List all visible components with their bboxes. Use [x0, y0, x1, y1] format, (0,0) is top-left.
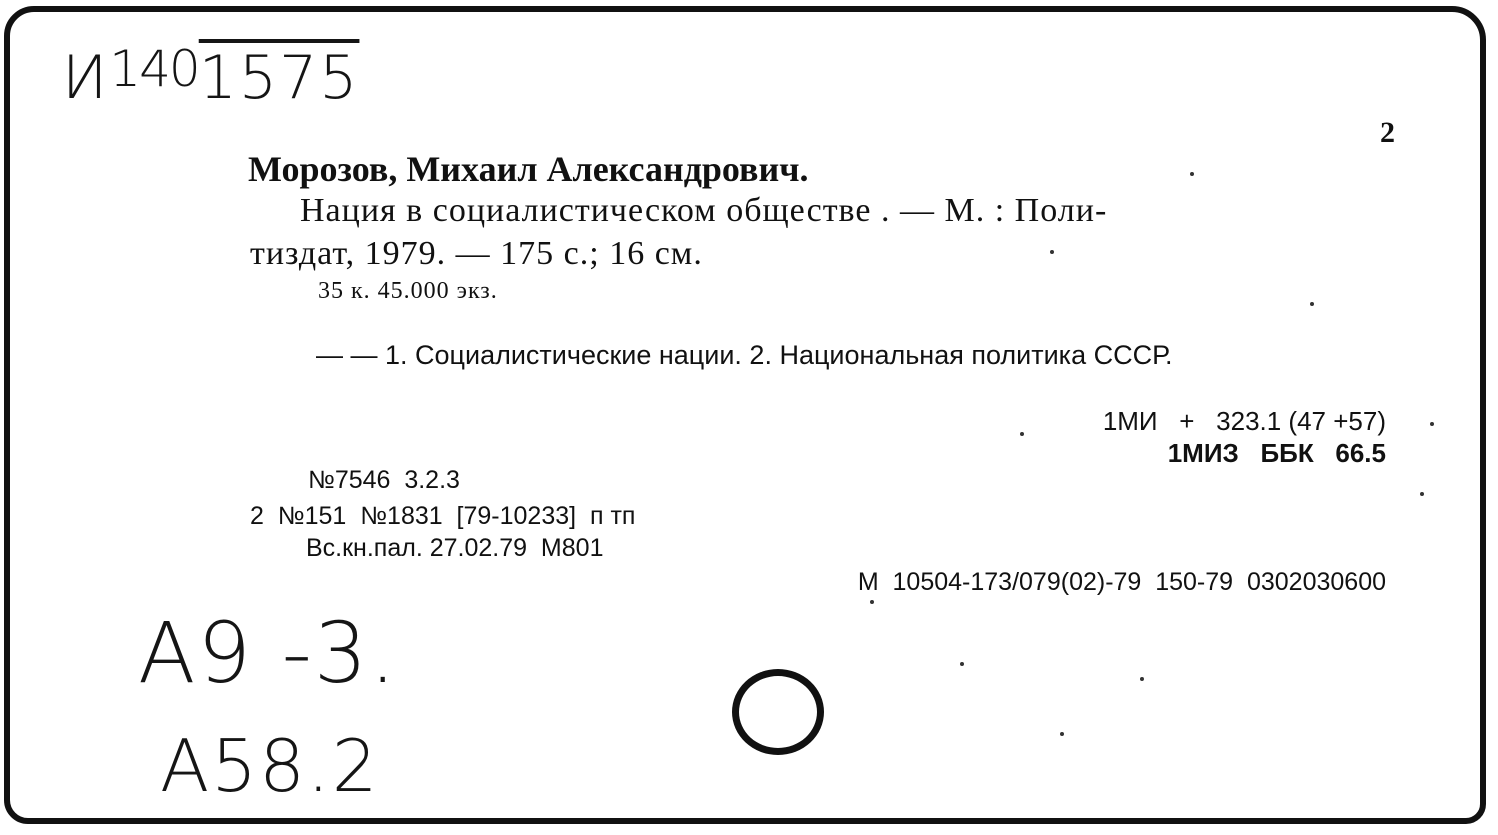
title-line-2: тиздат, 1979. — 175 с.; 16 см.: [250, 235, 703, 272]
catalog-card: [4, 6, 1486, 824]
subject-headings: — — 1. Социалистические нации. 2. Национальная политика СССР.: [316, 340, 1173, 370]
tech-line-4: М 10504-173/079(02)-79 150-79 0302030600: [857, 568, 1386, 596]
card-number: 2: [1380, 116, 1395, 149]
call-number: 140: [109, 40, 199, 98]
price-print-run: 35 к. 45.000 экз.: [318, 278, 498, 304]
handwritten-note-1: А9 -3.: [138, 604, 399, 702]
hole-circle-mark: [732, 669, 824, 755]
tech-line-2: 2 №151 №1831 [79-10233] п тп: [250, 502, 636, 530]
handwritten-note-2: А58.2: [160, 724, 380, 808]
tech-line-3: Вс.кн.пал. 27.02.79 М801: [306, 534, 604, 562]
handwritten-call-number: [62, 40, 359, 113]
call-prefix: И: [62, 43, 110, 113]
author-heading: Морозов, Михаил Александрович.: [248, 149, 809, 189]
title-line-1: Нация в социалистическом обществе . — М. : Поли-: [300, 192, 1108, 229]
call-suffix: 1575: [198, 43, 360, 113]
classification-line-2: 1МИЗ ББК 66.5: [1167, 438, 1386, 468]
tech-line-1: №7546 3.2.3: [308, 466, 460, 494]
classification-line-1: 1МИ + 323.1 (47 +57): [1102, 406, 1386, 436]
